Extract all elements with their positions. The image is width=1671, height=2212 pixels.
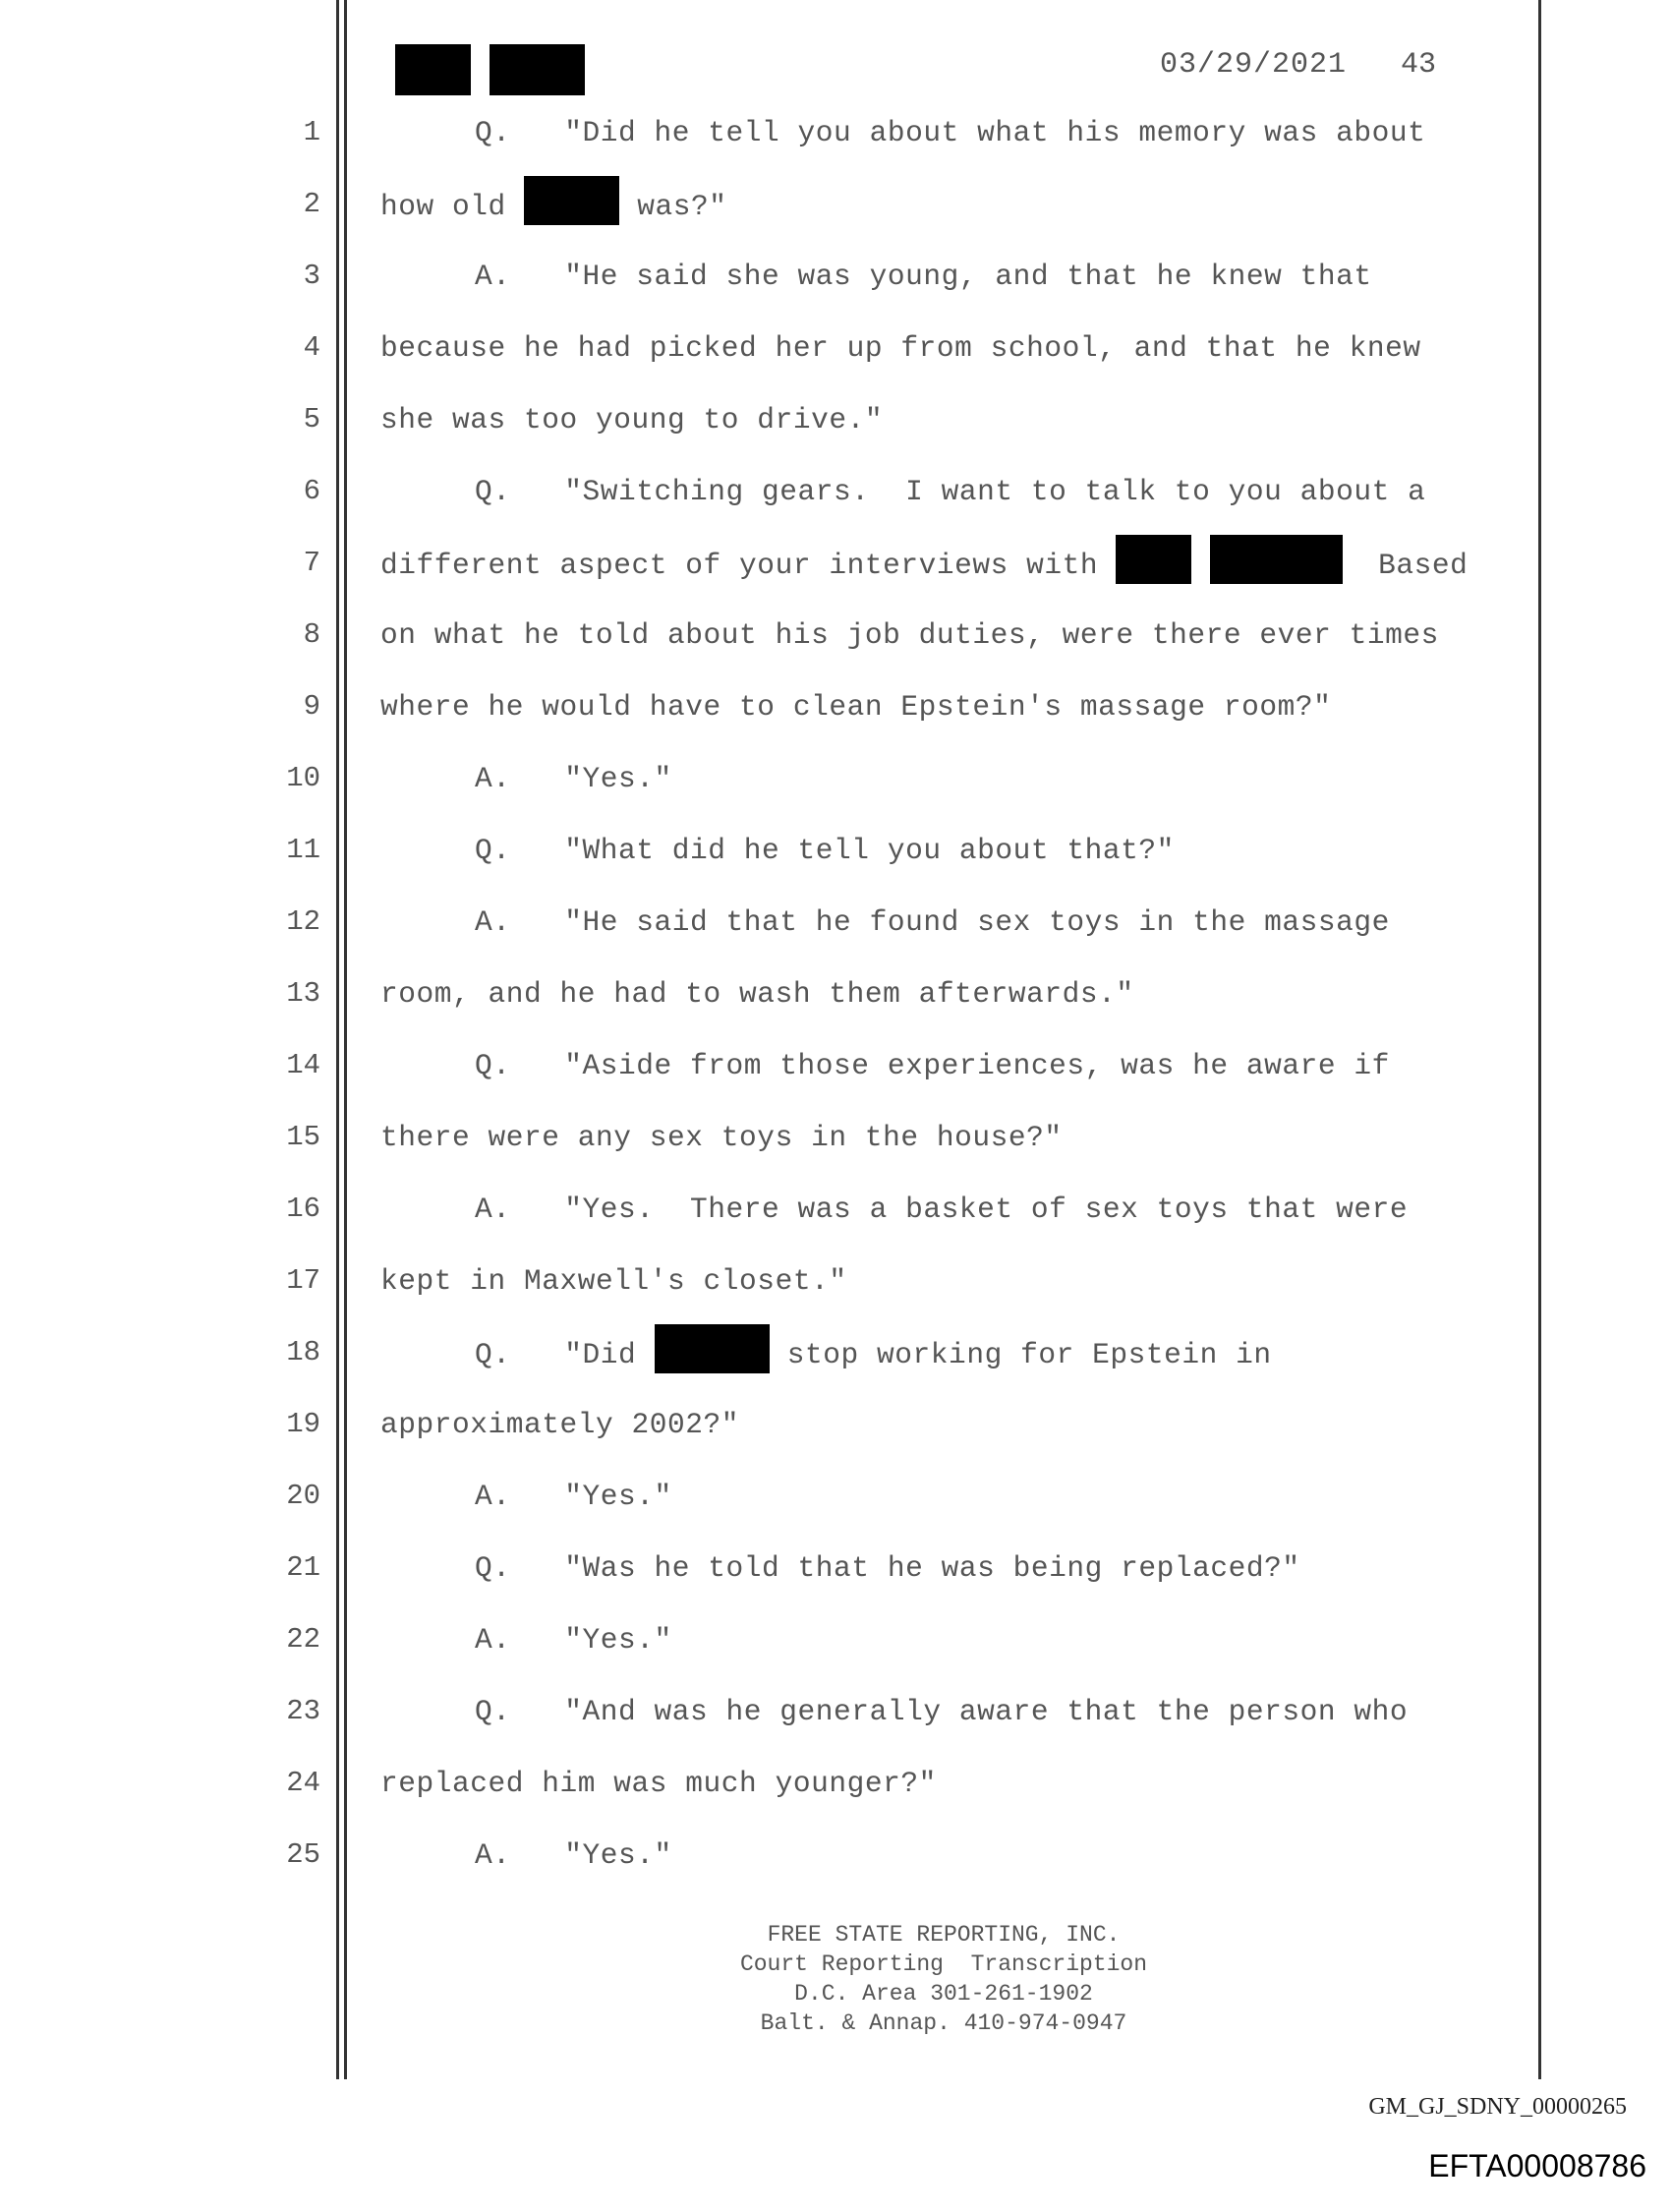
line-text: A. "Yes." (475, 1838, 672, 1872)
transcript-line (0, 762, 1671, 834)
line-number: 12 (286, 905, 320, 938)
page-number: 43 (1401, 48, 1437, 82)
efta-number: EFTA00008786 (1428, 2148, 1646, 2183)
line-text: A. "Yes." (475, 1623, 672, 1657)
footer-balt-phone: Balt. & Annap. 410-974-0947 (760, 2010, 1127, 2036)
transcript-date: 03/29/2021 (1160, 48, 1348, 82)
line-number: 3 (303, 260, 320, 292)
line-text: approximately 2002?" (380, 1408, 740, 1441)
transcript-line (0, 1838, 1671, 1910)
transcript-line (0, 331, 1671, 403)
transcript-line (0, 690, 1671, 762)
line-number: 21 (286, 1551, 320, 1584)
transcript-line (0, 547, 1671, 618)
footer-company: FREE STATE REPORTING, INC. (767, 1922, 1121, 1948)
line-text: Q. "And was he generally aware that the person who (475, 1695, 1409, 1728)
line-number: 13 (286, 977, 320, 1010)
redaction-block (1210, 535, 1343, 584)
transcript-line (0, 1049, 1671, 1121)
reporter-footer (629, 1920, 1258, 2038)
transcript-line (0, 834, 1671, 905)
line-text: where he would have to clean Epstein's massage room?" (380, 690, 1332, 724)
line-text-segment: was?" (619, 189, 727, 223)
page-header (0, 44, 1671, 98)
line-number: 7 (303, 547, 320, 579)
transcript-line (0, 618, 1671, 690)
transcript-line (0, 403, 1671, 475)
line-text-segment (1191, 549, 1209, 582)
line-text: A. "He said she was young, and that he knew that (475, 260, 1372, 293)
transcript-line (0, 1551, 1671, 1623)
line-text-segment: how old (380, 189, 525, 223)
line-text-segment: Based (1342, 548, 1469, 582)
transcript-line (0, 1623, 1671, 1695)
footer-dc-phone: D.C. Area 301-261-1902 (794, 1981, 1093, 2007)
transcript-line (0, 1336, 1671, 1408)
redaction-block (490, 44, 585, 95)
redaction-block (1116, 535, 1191, 584)
line-text: Q. "Switching gears. I want to talk to you about a (475, 475, 1426, 508)
line-text (380, 547, 1468, 584)
bates-number: GM_GJ_SDNY_00000265 (1368, 2094, 1627, 2120)
transcript-line (0, 1480, 1671, 1551)
redaction-block (524, 176, 619, 225)
line-text (475, 1336, 1272, 1373)
line-text-segment: Q. "Did (475, 1337, 655, 1371)
line-text: there were any sex toys in the house?" (380, 1121, 1063, 1154)
line-text: Q. "What did he tell you about that?" (475, 834, 1175, 867)
line-text: A. "He said that he found sex toys in the massage (475, 905, 1390, 939)
transcript-line (0, 260, 1671, 331)
line-text: A. "Yes." (475, 762, 672, 795)
line-number: 11 (286, 834, 320, 866)
line-number: 10 (286, 762, 320, 794)
transcript-line (0, 1767, 1671, 1838)
transcript-line (0, 1408, 1671, 1480)
line-number: 17 (286, 1264, 320, 1297)
line-number: 20 (286, 1480, 320, 1512)
transcript-line (0, 188, 1671, 260)
line-number: 1 (303, 116, 320, 148)
line-text: kept in Maxwell's closet." (380, 1264, 847, 1298)
line-text: room, and he had to wash them afterwards." (380, 977, 1134, 1011)
transcript-line (0, 1121, 1671, 1193)
line-text-segment: different aspect of your interviews with (380, 548, 1117, 582)
line-text: A. "Yes. There was a basket of sex toys that were (475, 1193, 1409, 1226)
line-number: 6 (303, 475, 320, 507)
line-number: 23 (286, 1695, 320, 1727)
transcript-line (0, 977, 1671, 1049)
line-text: replaced him was much younger?" (380, 1767, 937, 1800)
line-text: Q. "Was he told that he was being replaced?" (475, 1551, 1300, 1585)
footer-services: Court Reporting Transcription (739, 1951, 1148, 1977)
line-text: Q. "Aside from those experiences, was he aware if (475, 1049, 1390, 1082)
line-number: 15 (286, 1121, 320, 1153)
redaction-block (395, 44, 471, 95)
line-number: 5 (303, 403, 320, 436)
redaction-block (655, 1324, 770, 1373)
transcript-line (0, 1264, 1671, 1336)
line-number: 4 (303, 331, 320, 364)
line-text: she was too young to drive." (380, 403, 884, 437)
line-text: Q. "Did he tell you about what his memory was about (475, 116, 1426, 149)
line-number: 19 (286, 1408, 320, 1440)
transcript-line (0, 116, 1671, 188)
line-number: 22 (286, 1623, 320, 1656)
line-number: 9 (303, 690, 320, 723)
line-number: 16 (286, 1193, 320, 1225)
line-text: on what he told about his job duties, were there ever times (380, 618, 1439, 652)
line-number: 24 (286, 1767, 320, 1799)
line-number: 8 (303, 618, 320, 651)
line-number: 2 (303, 188, 320, 220)
transcript-line (0, 1193, 1671, 1264)
line-text (380, 188, 727, 225)
line-text-segment: stop working for Epstein in (769, 1337, 1272, 1371)
line-number: 18 (286, 1336, 320, 1368)
transcript-line (0, 905, 1671, 977)
line-text: because he had picked her up from school, and that he knew (380, 331, 1421, 365)
transcript-line (0, 1695, 1671, 1767)
transcript-line (0, 475, 1671, 547)
line-text: A. "Yes." (475, 1480, 672, 1513)
line-number: 25 (286, 1838, 320, 1871)
line-number: 14 (286, 1049, 320, 1081)
